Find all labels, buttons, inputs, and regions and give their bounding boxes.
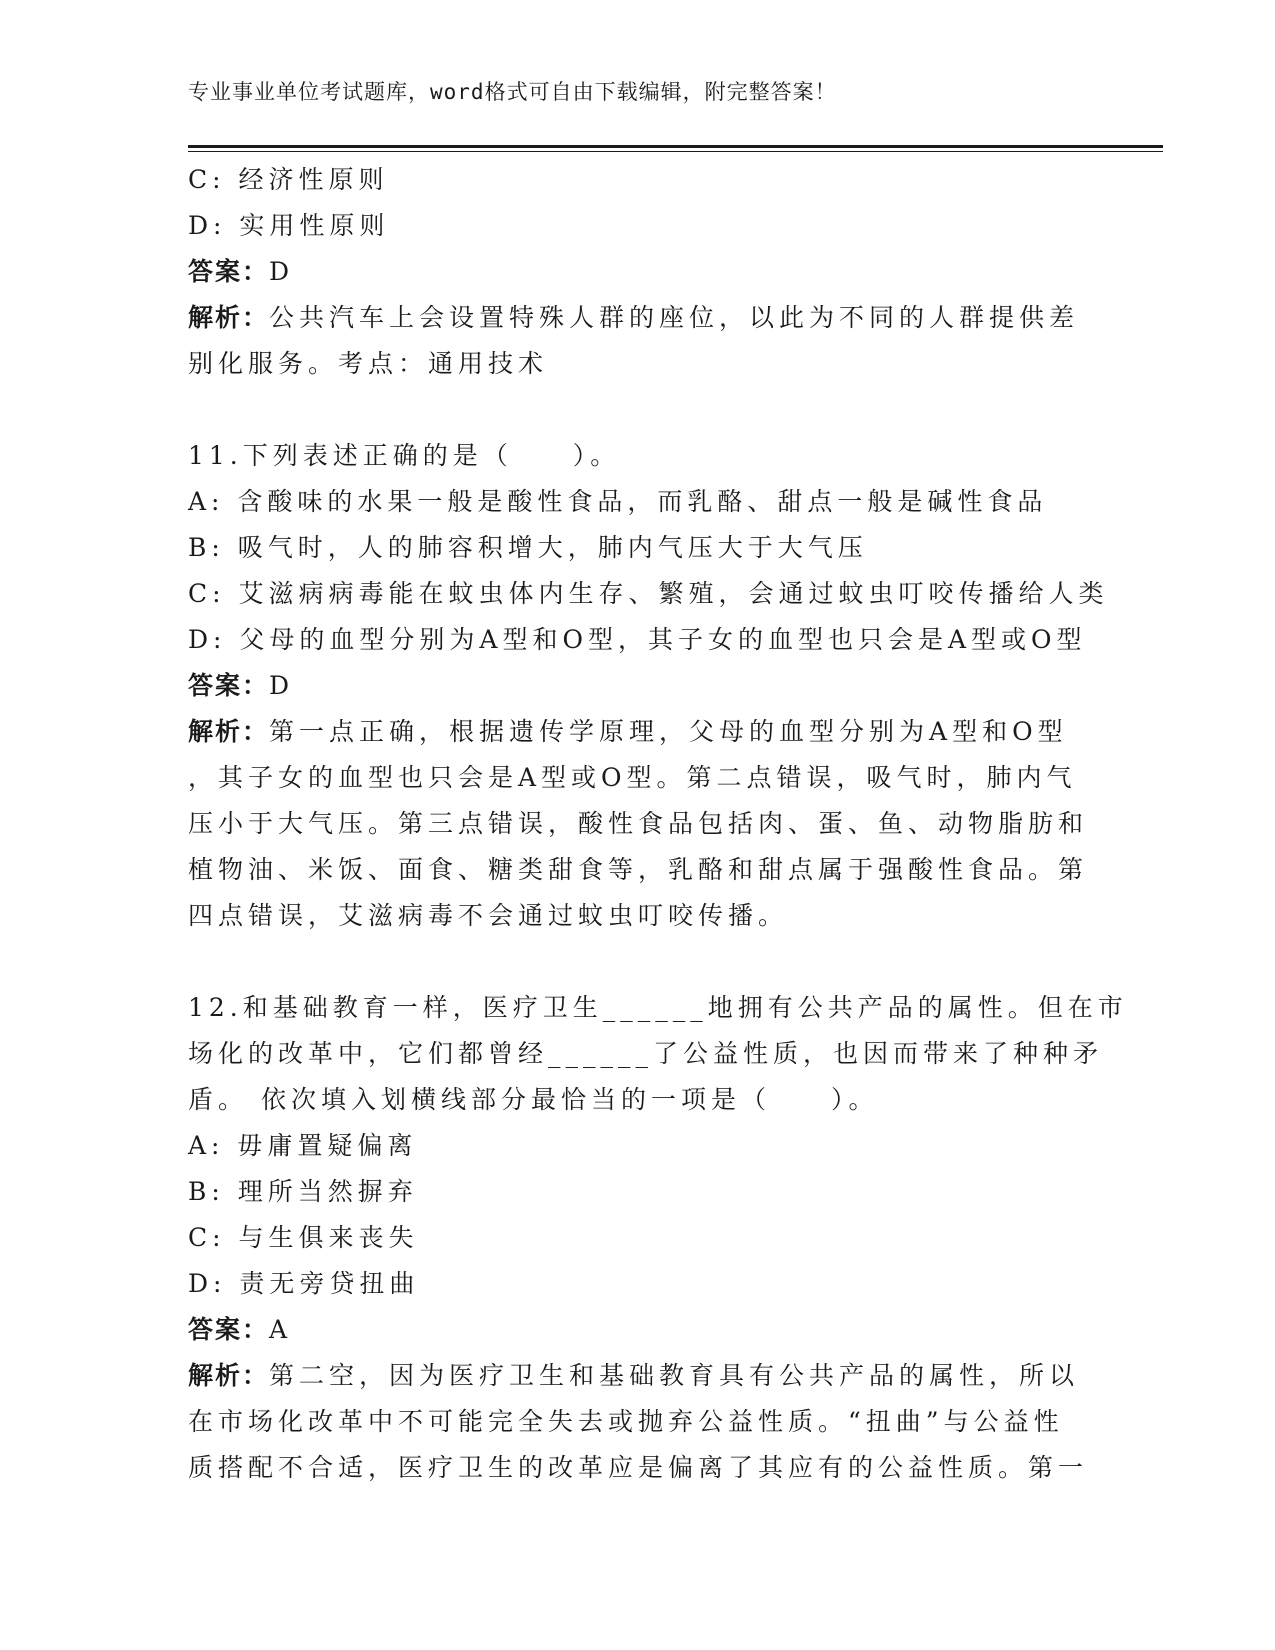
option-c: C: 与生俱来丧失	[188, 1223, 419, 1252]
question-stem: 11.下列表述正确的是（ ）。	[188, 441, 621, 470]
option-a: A: 含酸味的水果一般是酸性食品，而乳酪、甜点一般是碱性食品	[188, 487, 1048, 516]
answer-value: D	[269, 671, 295, 700]
answer-line	[188, 663, 1088, 709]
analysis-text: 压小于大气压。第三点错误，酸性食品包括肉、蛋、鱼、动物脂肪和	[188, 809, 1089, 838]
analysis-line	[188, 295, 1088, 341]
answer-value: D	[269, 257, 295, 286]
analysis-text: 公共汽车上会设置特殊人群的座位，以此为不同的人群提供差	[269, 303, 1080, 332]
answer-label: 答案：	[188, 257, 270, 286]
analysis-line	[188, 1353, 1088, 1399]
analysis-line	[188, 709, 1088, 755]
option-d: D: 责无旁贷扭曲	[188, 1269, 420, 1298]
option-b: B: 吸气时，人的肺容积增大，肺内气压大于大气压	[188, 533, 868, 562]
analysis-label: 解析：	[188, 1361, 270, 1390]
header-rule-thick	[188, 145, 1163, 148]
header-rule-thin	[188, 151, 1163, 152]
option-c: C: 艾滋病病毒能在蚊虫体内生存、繁殖，会通过蚊虫叮咬传播给人类	[188, 579, 1109, 608]
answer-label: 答案：	[188, 1315, 270, 1344]
document-body	[188, 157, 1128, 1491]
analysis-text: 植物油、米饭、面食、糖类甜食等，乳酪和甜点属于强酸性食品。第	[188, 855, 1089, 884]
question-stem: 12.和基础教育一样，医疗卫生______地拥有公共产品的属性。但在市	[188, 993, 1128, 1022]
analysis-text: 在市场化改革中不可能完全失去或抛弃公益性质。“扭曲”与公益性	[188, 1407, 1064, 1436]
option-d: D: 实用性原则	[188, 211, 390, 240]
analysis-text: 四点错误，艾滋病毒不会通过蚊虫叮咬传播。	[188, 901, 789, 930]
option-c: C: 经济性原则	[188, 165, 389, 194]
question-stem: 场化的改革中，它们都曾经______了公益性质，也因而带来了种种矛	[188, 1039, 1104, 1068]
option-d: D: 父母的血型分别为A型和O型，其子女的血型也只会是A型或O型	[188, 625, 1087, 654]
analysis-text: 别化服务。考点：通用技术	[188, 349, 549, 378]
analysis-text: ，其子女的血型也只会是A型或O型。第二点错误，吸气时，肺内气	[188, 763, 1077, 792]
analysis-text: 第二空，因为医疗卫生和基础教育具有公共产品的属性，所以	[269, 1361, 1080, 1390]
option-b: B: 理所当然摒弃	[188, 1177, 418, 1206]
spacer	[188, 939, 1088, 985]
answer-label: 答案：	[188, 671, 270, 700]
analysis-label: 解析：	[188, 303, 270, 332]
analysis-text: 第一点正确，根据遗传学原理，父母的血型分别为A型和O型	[269, 717, 1068, 746]
answer-value: A	[269, 1315, 293, 1344]
analysis-text: 质搭配不合适，医疗卫生的改革应是偏离了其应有的公益性质。第一	[188, 1453, 1089, 1482]
page-header: 专业事业单位考试题库，word格式可自由下载编辑，附完整答案！	[188, 80, 837, 104]
option-a: A: 毋庸置疑偏离	[188, 1131, 418, 1160]
analysis-label: 解析：	[188, 717, 270, 746]
spacer	[188, 387, 1088, 433]
answer-line	[188, 1307, 1088, 1353]
question-stem: 盾。 依次填入划横线部分最恰当的一项是（ ）。	[188, 1085, 879, 1114]
answer-line	[188, 249, 1088, 295]
